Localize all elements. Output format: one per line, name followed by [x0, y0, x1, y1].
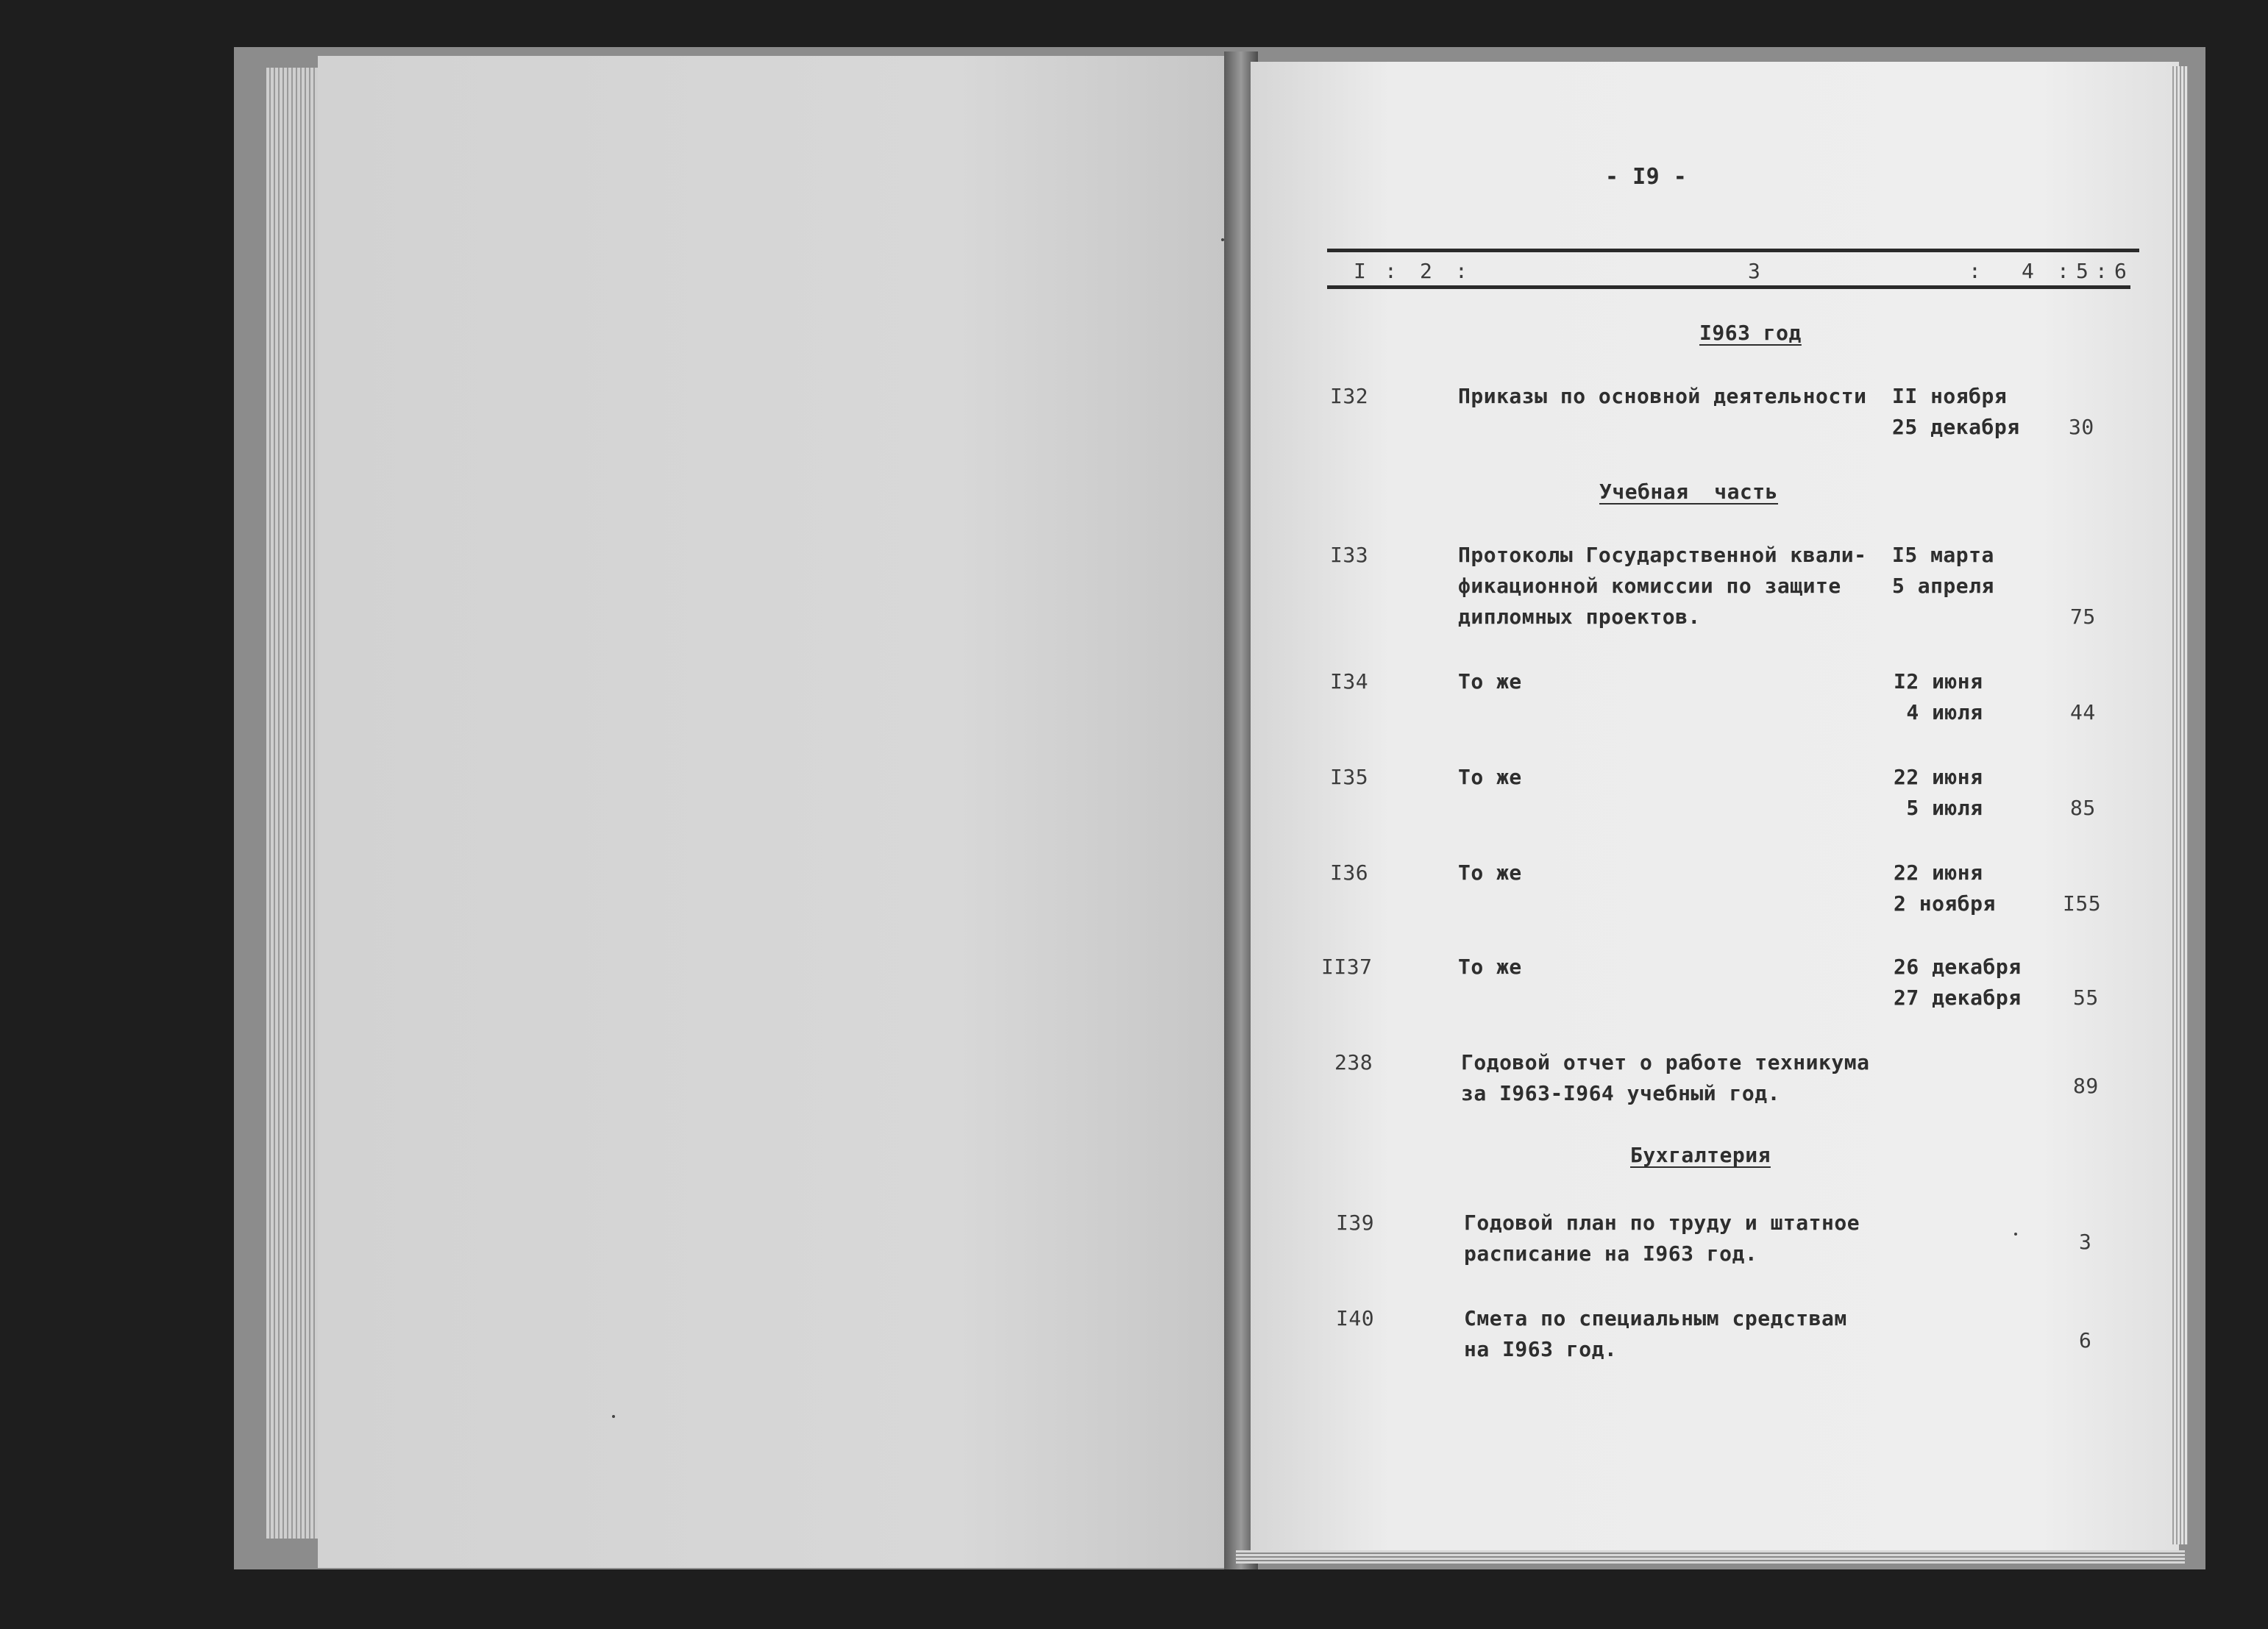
row-133-date-start: I5 марта: [1892, 543, 1994, 567]
row-133-date-end: 5 апреля: [1892, 574, 1994, 598]
row-138-number: 238: [1334, 1050, 1373, 1074]
right-page-edges: [2170, 66, 2188, 1544]
paper-speck: [1221, 238, 1224, 241]
paper-speck: [612, 1415, 615, 1418]
row-135-number: I35: [1330, 765, 1369, 789]
row-132-sheets: 30: [2069, 415, 2094, 439]
section-academic-heading: Учебная часть: [1599, 480, 1779, 504]
row-133-sheets: 75: [2070, 605, 2096, 629]
header-sep-5: :: [2095, 259, 2108, 283]
row-137-number: II37: [1321, 955, 1373, 979]
row-139-title-line-1: Годовой план по труду и штатное: [1464, 1211, 1860, 1235]
row-138-title-line-2: за I963-I964 учебный год.: [1461, 1081, 1780, 1105]
row-135-date-end: 5 июля: [1894, 796, 1983, 820]
row-137-title: То же: [1458, 955, 1522, 979]
row-135-date-start: 22 июня: [1894, 765, 1983, 789]
row-137-date-start: 26 декабря: [1894, 955, 2022, 979]
paper-speck: [2014, 1233, 2017, 1236]
row-134-sheets: 44: [2070, 700, 2096, 724]
row-138-sheets: 89: [2073, 1074, 2099, 1098]
row-133-title-line-2: фикационной комиссии по защите: [1458, 574, 1841, 598]
row-134-date-end: 4 июля: [1894, 700, 1983, 724]
header-col-6: 6: [2114, 259, 2127, 283]
row-140-title-line-2: на I963 год.: [1464, 1337, 1618, 1361]
row-132-date-start: II ноября: [1892, 384, 2008, 408]
row-133-number: I33: [1330, 543, 1369, 567]
header-col-2: 2: [1420, 259, 1433, 283]
row-136-date-end: 2 ноября: [1894, 891, 1996, 916]
row-136-sheets: I55: [2063, 891, 2102, 916]
row-132-number: I32: [1330, 384, 1369, 408]
header-col-5: 5: [2076, 259, 2089, 283]
bottom-page-edges: [1236, 1550, 2185, 1564]
row-135-sheets: 85: [2070, 796, 2096, 820]
row-136-title: То же: [1458, 860, 1522, 885]
header-sep-1: :: [1384, 259, 1398, 283]
row-134-date-start: I2 июня: [1894, 669, 1983, 694]
row-139-sheets: 3: [2079, 1230, 2092, 1254]
row-134-number: I34: [1330, 669, 1369, 694]
row-139-title-line-2: расписание на I963 год.: [1464, 1241, 1758, 1266]
section-accounting-heading: Бухгалтерия: [1630, 1143, 1771, 1167]
row-133-title-line-3: дипломных проектов.: [1458, 605, 1701, 629]
left-page-blank: [318, 56, 1229, 1568]
row-132-title: Приказы по основной деятельности: [1458, 384, 1867, 408]
header-col-1: I: [1354, 259, 1367, 283]
row-134-title: То же: [1458, 669, 1522, 694]
header-sep-2: :: [1455, 259, 1468, 283]
row-133-title-line-1: Протоколы Государственной квали-: [1458, 543, 1867, 567]
row-132-date-end: 25 декабря: [1892, 415, 2020, 439]
row-140-title-line-1: Смета по специальным средствам: [1464, 1306, 1847, 1330]
row-135-title: То же: [1458, 765, 1522, 789]
row-140-sheets: 6: [2079, 1328, 2092, 1352]
header-col-3: 3: [1748, 259, 1761, 283]
row-138-title-line-1: Годовой отчет о работе техникума: [1461, 1050, 1870, 1074]
header-sep-3: :: [1969, 259, 1982, 283]
table-header-top-rule: [1327, 249, 2139, 252]
row-136-number: I36: [1330, 860, 1369, 885]
row-139-number: I39: [1336, 1211, 1375, 1235]
table-header-bottom-rule: [1327, 285, 2130, 289]
header-sep-4: :: [2057, 259, 2070, 283]
row-137-sheets: 55: [2073, 985, 2099, 1010]
header-col-4: 4: [2022, 259, 2035, 283]
row-136-date-start: 22 июня: [1894, 860, 1983, 885]
row-140-number: I40: [1336, 1306, 1375, 1330]
section-year-heading: I963 год: [1699, 321, 1802, 345]
row-137-date-end: 27 декабря: [1894, 985, 2022, 1010]
page-number: - I9 -: [1605, 164, 1688, 190]
